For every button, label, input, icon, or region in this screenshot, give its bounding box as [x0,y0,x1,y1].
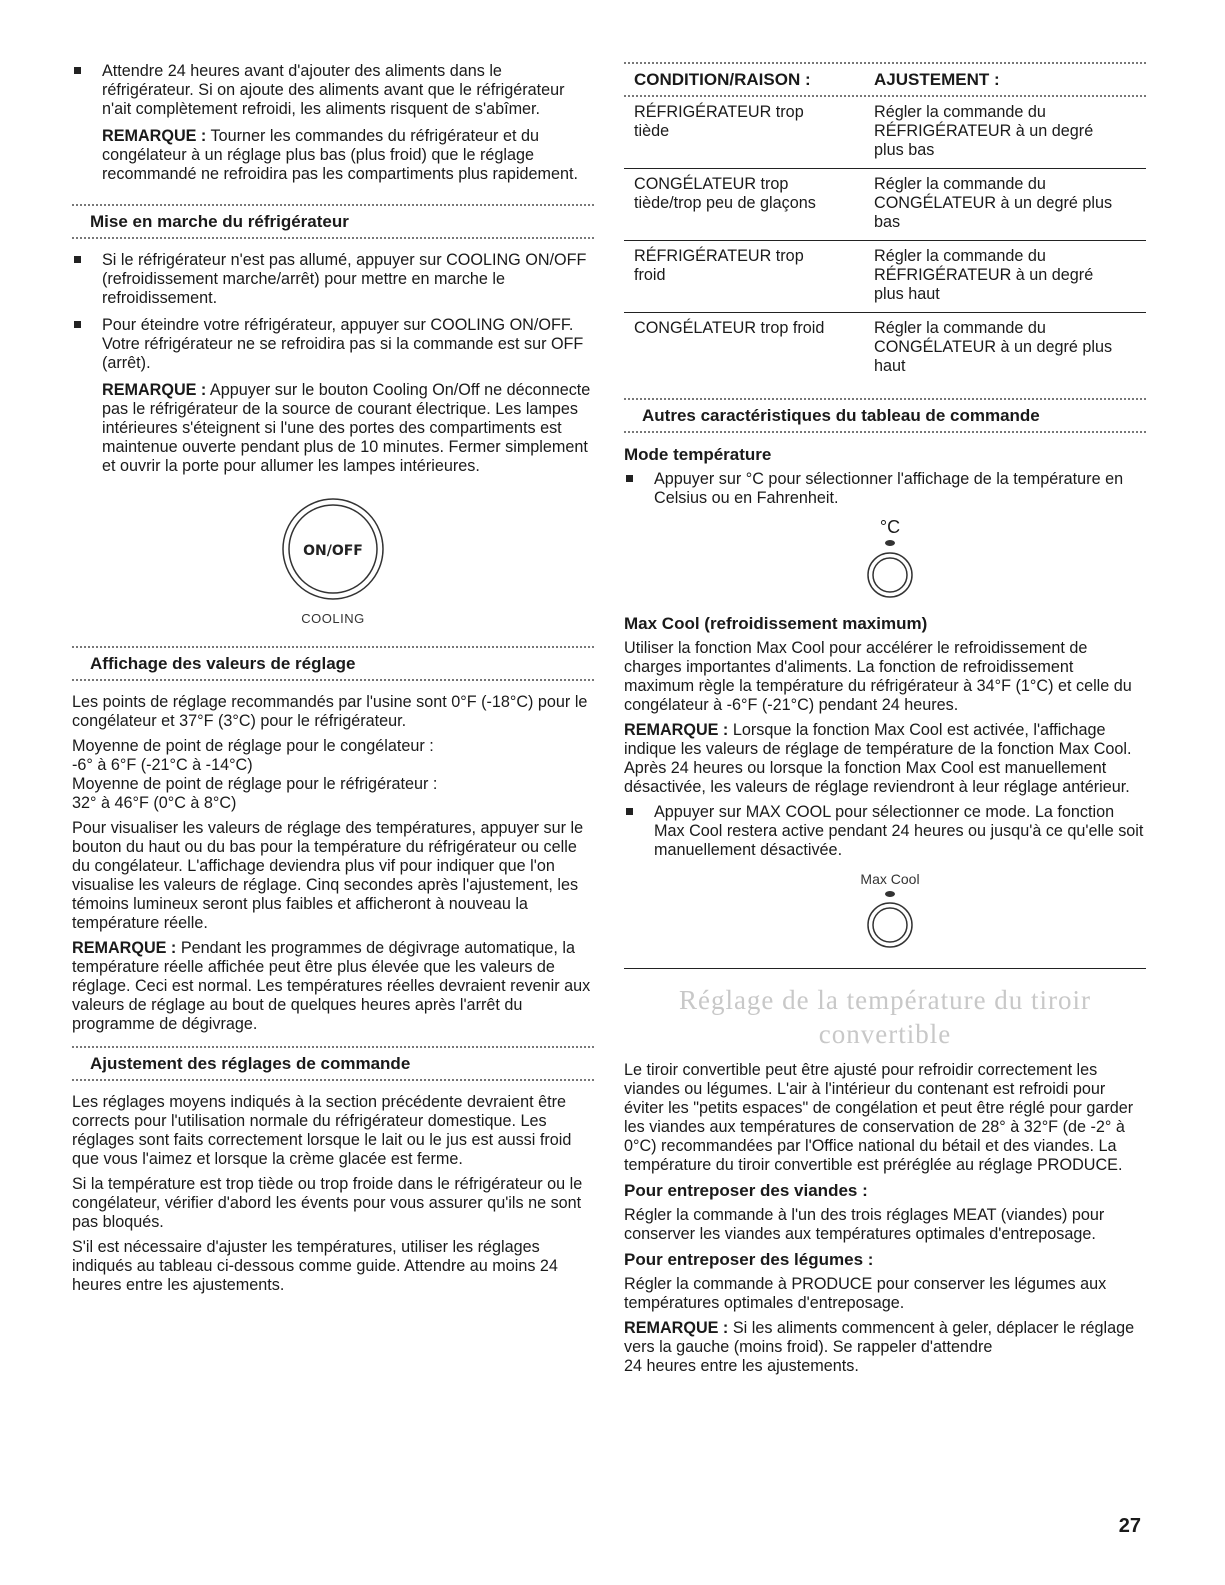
section-title: Ajustement des réglages de commande [90,1054,411,1073]
section-title: Affichage des valeurs de réglage [90,654,356,673]
divider [624,968,1146,969]
subsection-title: Max Cool (refroidissement maximum) [624,614,928,633]
note-paragraph [72,381,594,476]
drawer-title-line: Réglage de la température du tiroir [678,985,1092,1015]
note-paragraph [72,939,594,1034]
paragraph: S'il est nécessaire d'ajuster les températures, utiliser les réglages indiqués au tableau ci-dessous comme guide. Attendre au moins 24 heures entre les ajustements. [72,1238,558,1294]
paragraph: Régler la commande à l'un des trois réglages MEAT (viandes) pour conserver les viandes aux températures optimales d'entreposage. [624,1206,1105,1243]
line: 32° à 46°F (0°C à 8°C) [72,794,237,812]
note-label: REMARQUE : [102,381,207,399]
list-item: Appuyer sur °C pour sélectionner l'affichage de la température en Celsius ou en Fahrenheit. [624,470,1146,508]
paragraph: Pour visualiser les valeurs de réglage des températures, appuyer sur le bouton du haut ou du bas pour la température du réfrigérateur ou celle du congélateur. L'affichage deviendra plus vif pour indiquer que l'on visualise les valeurs de réglage. Cinq secondes après l'ajustement, les témoins lumineux seront plus faibles et afficheront à nouveau la température réelle. [72,819,584,932]
maxcool-label: Max Cool [860,871,920,887]
note-paragraph [72,127,594,184]
paragraph: Si la température est trop tiède ou trop froide dans le réfrigérateur ou le congélateur, vérifier d'abord les évents pour vous assurer qu'ils ne sont pas bloqués. [72,1175,583,1231]
section-title: Autres caractéristiques du tableau de commande [642,406,1040,425]
table-cell: Régler la commande du CONGÉLATEUR à un degré plus bas [874,175,1113,231]
paragraph: Utiliser la fonction Max Cool pour accélérer le refroidissement de charges importantes d'aliments. La fonction de refroidissement maximum règle la température du réfrigérateur à 34°F (1°C) et celle du congélateur à -6°F (-21°C) pendant 24 heures. [624,639,1132,714]
column-header-adjustment: AJUSTEMENT : [874,70,1000,89]
maxcool-button-icon [860,889,920,951]
drawer-section-title [624,983,1146,1051]
list-item: Appuyer sur MAX COOL pour sélectionner ce mode. La fonction Max Cool restera active pendant 24 heures ou jusqu'à ce qu'elle soit manuellement désactivée. [624,803,1146,860]
note-text: Appuyer sur le bouton Cooling On/Off ne déconnecte pas le réfrigérateur de la source de courant électrique. Les lampes intérieures s'éteignent si l'une des portes des compartiments est maintenue ouverte pendant plus de 10 minutes. Fermer simplement et ouvrir la porte pour allumer les lampes intérieures. [102,381,591,475]
celsius-button-icon [860,537,920,601]
note-text-line: 24 heures entre les ajustements. [624,1357,859,1375]
table-cell: CONGÉLATEUR trop froid [634,319,825,337]
note-paragraph [624,721,1146,797]
paragraph: Les réglages moyens indiqués à la section précédente devraient être corrects pour l'utilisation normale du réfrigérateur domestique. Les réglages sont faits correctement lorsque le lait ou le jus est aussi froid que vous l'aimez et lorsque la crème glacée est ferme. [72,1093,572,1168]
subsection-title: Pour entreposer des légumes : [624,1250,874,1269]
table-row [624,313,1146,384]
left-column [72,62,594,1301]
section-heading [72,204,594,239]
onoff-figure [72,494,594,628]
paragraph [72,737,594,813]
table-cell: Régler la commande du RÉFRIGÉRATEUR à un degré plus bas [874,103,1094,159]
paragraph: Le tiroir convertible peut être ajusté pour refroidir correctement les viandes ou légumes. L'air à l'intérieur du contenant est refroidi pour éviter les "petits espaces" de congélation et peut être réglé pour garder les viandes aux températures de conservation de 28° à 32°F (de -2° à 0°C) recommandées par l'Office national du bétail et des viandes. La température du tiroir convertible est préréglée au réglage PRODUCE. [624,1061,1134,1174]
column-header-condition: CONDITION/RAISON : [634,70,811,89]
section-heading [72,1046,594,1081]
subsection-title: Mode température [624,445,772,464]
onoff-caption: COOLING [301,611,365,626]
onoff-button-icon [278,494,388,604]
note-text: Si les aliments commencent à geler, déplacer le réglage vers la gauche (moins froid). Se rappeler d'attendre [624,1319,1135,1356]
celsius-figure [634,518,1146,606]
table-cell: RÉFRIGÉRATEUR trop froid [634,247,804,284]
note-label: REMARQUE : [624,1319,729,1337]
note-label: REMARQUE : [624,721,729,739]
line: Moyenne de point de réglage pour le congélateur : [72,737,434,755]
note-text: Lorsque la fonction Max Cool est activée, l'affichage indique les valeurs de réglage de température de la fonction Max Cool. Après 24 heures ou lorsque la fonction Max Cool est manuellement désactivée, les valeurs de réglage reviendront à leur réglage antérieur. [624,721,1132,796]
line: -6° à 6°F (-21°C à -14°C) [72,756,253,774]
line: Moyenne de point de réglage pour le réfrigérateur : [72,775,438,793]
table-row [624,169,1146,241]
list-item: Attendre 24 heures avant d'ajouter des aliments dans le réfrigérateur. Si on ajoute des aliments avant que le réfrigérateur n'ait complètement refroidi, les aliments risquent de s'abîmer. [72,62,594,119]
maxcool-figure [634,870,1146,956]
right-column [624,62,1146,1382]
drawer-title-line: convertible [818,1019,952,1049]
subsection-title: Pour entreposer des viandes : [624,1181,868,1200]
note-label: REMARQUE : [72,939,177,957]
section-title: Mise en marche du réfrigérateur [90,212,349,231]
adjustment-table [624,62,1146,384]
table-cell: RÉFRIGÉRATEUR trop tiède [634,103,804,140]
paragraph: Les points de réglage recommandés par l'usine sont 0°F (-18°C) pour le congélateur et 37°F (3°C) pour le réfrigérateur. [72,693,588,730]
page-number: 27 [1118,1515,1141,1537]
celsius-label: °C [879,517,901,537]
table-cell: CONGÉLATEUR trop tiède/trop peu de glaçons [634,175,816,212]
onoff-button-label: ON/OFF [303,543,363,559]
note-label: REMARQUE : [102,127,207,145]
table-cell: Régler la commande du CONGÉLATEUR à un degré plus haut [874,319,1113,375]
paragraph: Régler la commande à PRODUCE pour conserver les légumes aux températures optimales d'entreposage. [624,1275,1107,1312]
note-text: Pendant les programmes de dégivrage automatique, la température réelle affichée peut être plus élevée que les valeurs de réglage. Ceci est normal. Les températures réelles devraient revenir aux valeurs de réglage au bout de quelques heures après l'arrêt du programme de dégivrage. [72,939,591,1033]
section-heading [624,398,1146,433]
note-text: Tourner les commandes du réfrigérateur et du congélateur à un réglage plus bas (plus froid) que le réglage recommandé ne refroidira pas les compartiments plus rapidement. [102,127,578,183]
note-paragraph [624,1319,1146,1376]
table-header [624,64,1146,95]
list-item: Pour éteindre votre réfrigérateur, appuyer sur COOLING ON/OFF. Votre réfrigérateur ne se refroidira pas si la commande est sur OFF (arrêt). [72,316,594,373]
section-heading [72,646,594,681]
table-row [624,241,1146,313]
list-item: Si le réfrigérateur n'est pas allumé, appuyer sur COOLING ON/OFF (refroidissement marche/arrêt) pour mettre en marche le refroidissement. [72,251,594,308]
table-row [624,97,1146,169]
table-cell: Régler la commande du RÉFRIGÉRATEUR à un degré plus haut [874,247,1094,303]
